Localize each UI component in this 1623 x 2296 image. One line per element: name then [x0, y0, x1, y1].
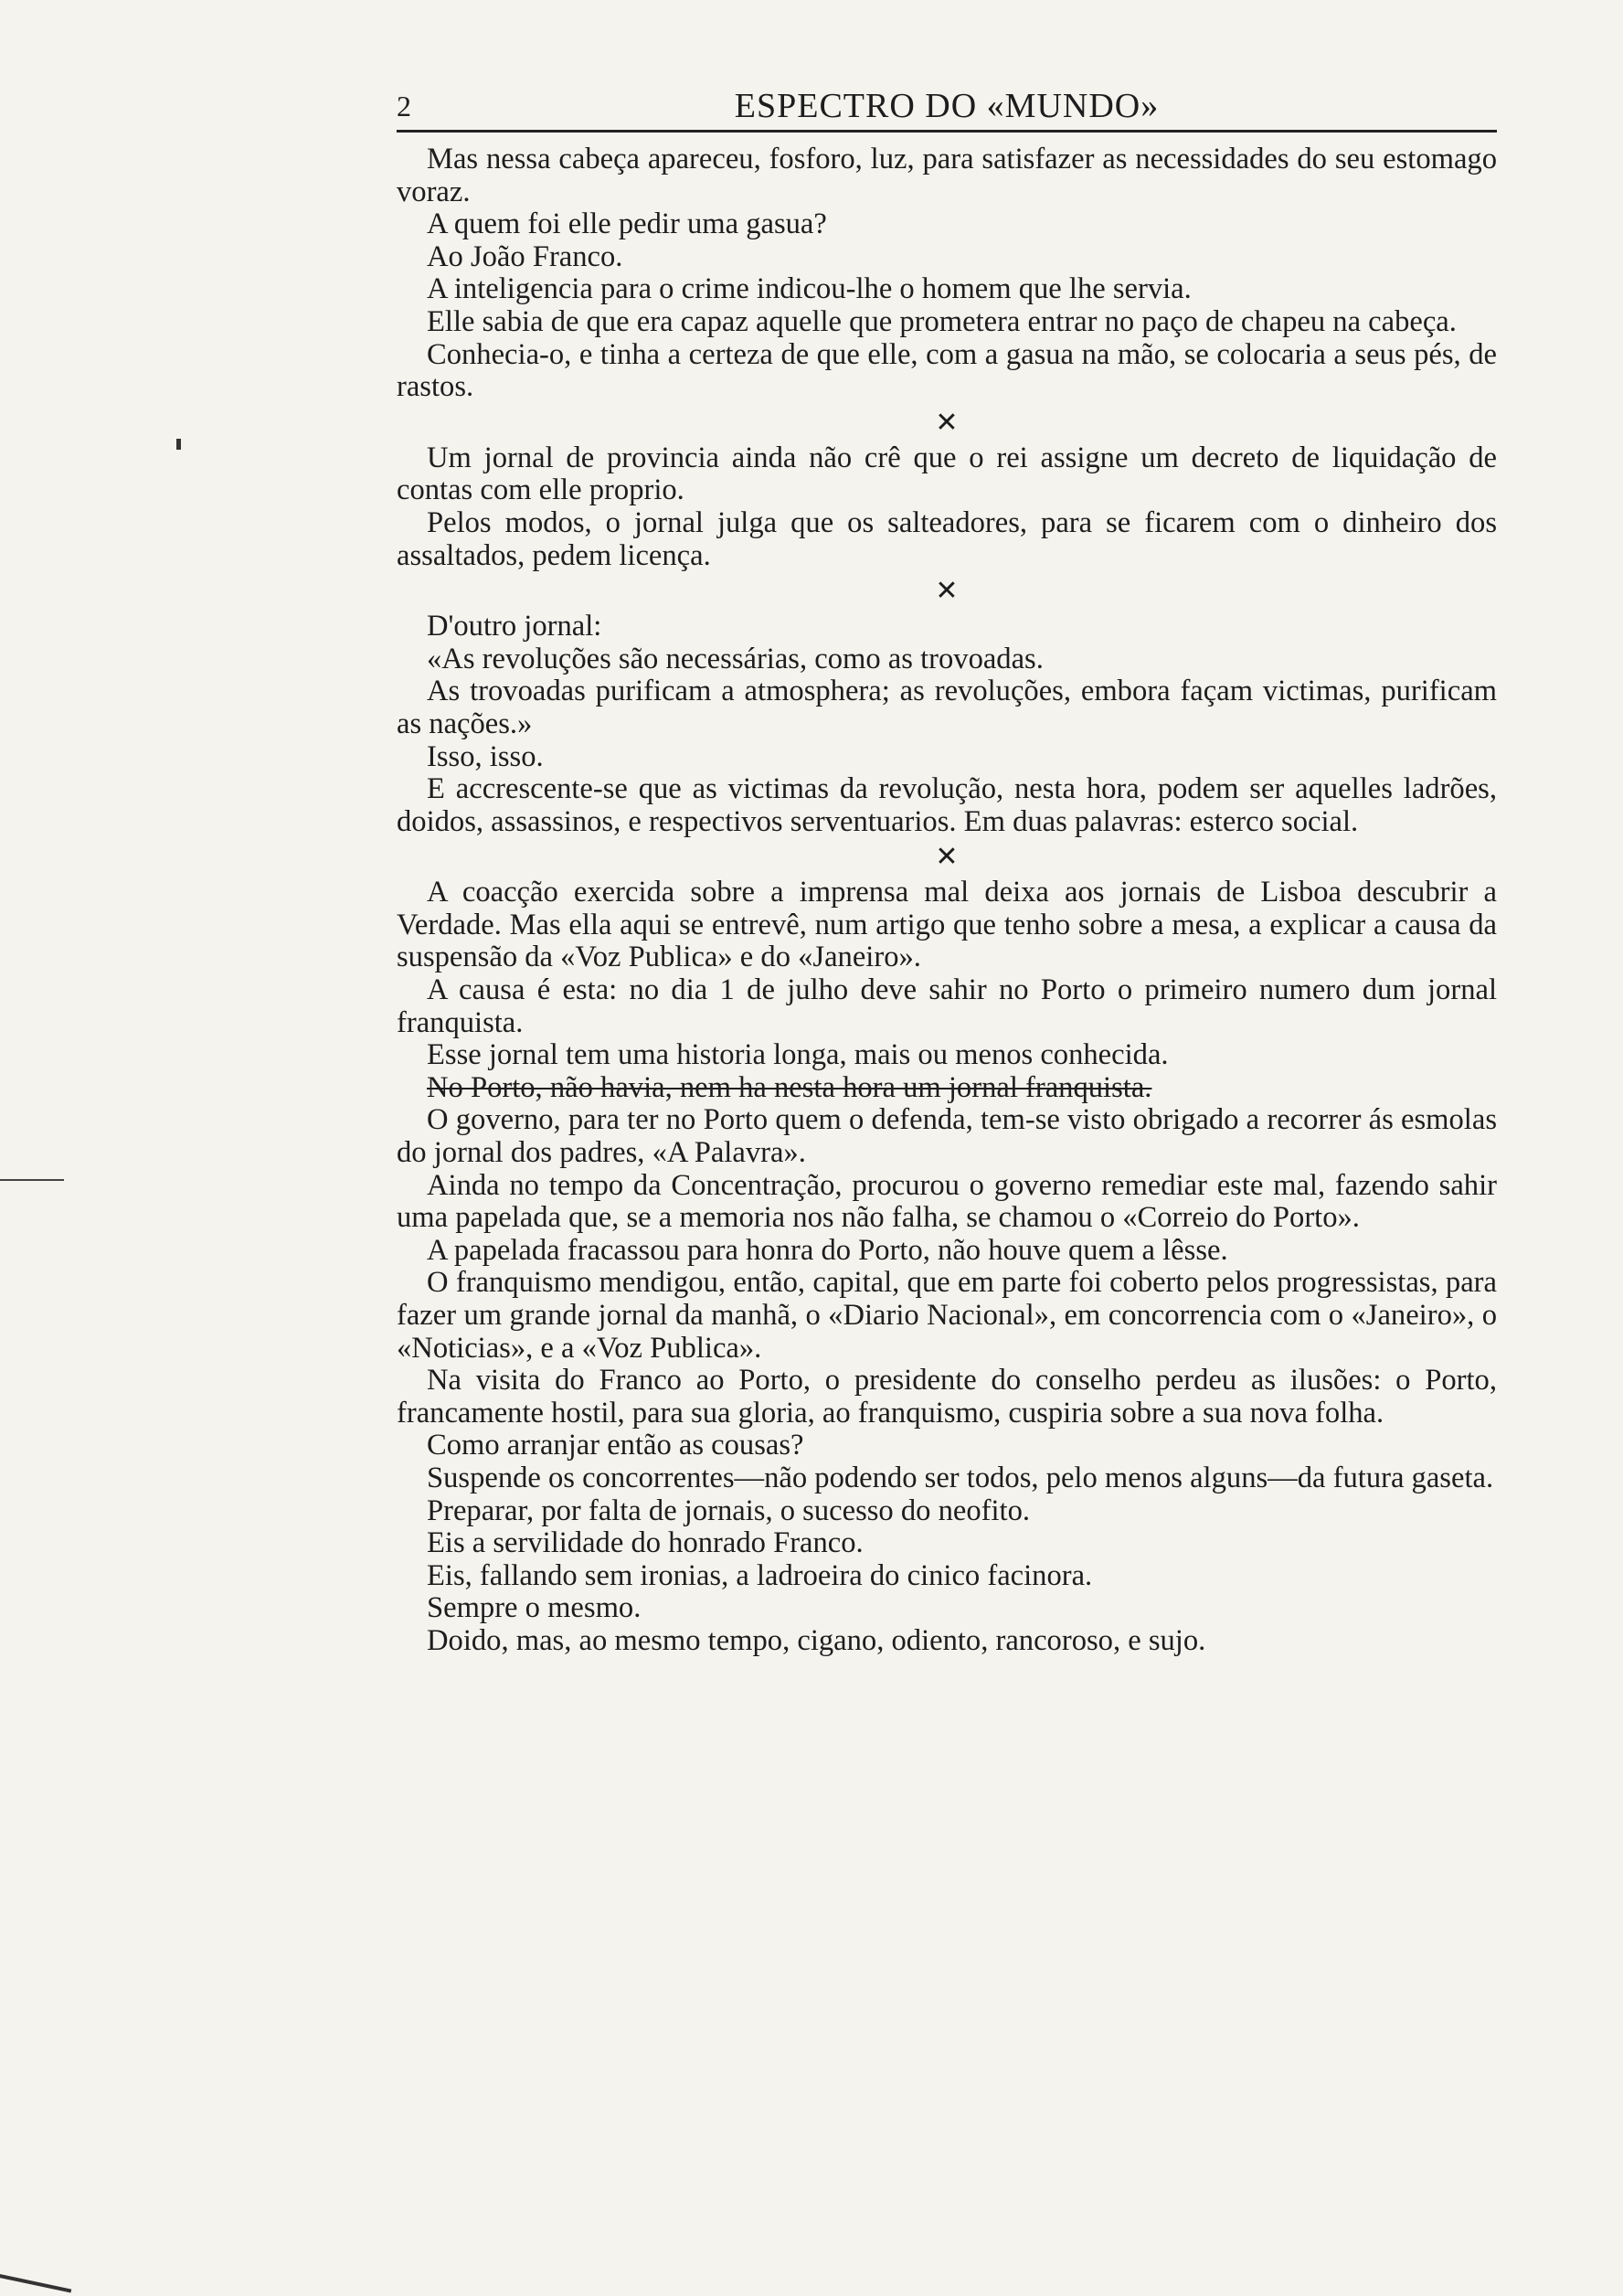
page-number: 2: [397, 90, 411, 122]
paragraph: Conhecia-o, e tinha a certeza de que elle, com a gasua na mão, se colocaria a seus pés, de rastos.: [397, 337, 1497, 404]
paragraph: Elle sabia de que era capaz aquelle que prometera entrar no paço de chapeu na cabeça.: [427, 304, 1457, 338]
paragraph: Mas nessa cabeça apareceu, fosforo, luz, para satisfazer as necessidades do seu estomago voraz.: [397, 143, 1497, 208]
paragraph: Um jornal de provincia ainda não crê que o rei assigne um decreto de liquidação de contas com elle proprio.: [397, 441, 1497, 507]
paragraph: As trovoadas purificam a atmosphera; as revoluções, embora façam victimas, purificam as nações.»: [397, 675, 1497, 740]
paragraph: Eis, fallando sem ironias, a ladroeira do cinico facinora.: [427, 1558, 1093, 1592]
article-body: [397, 144, 1497, 1658]
paragraph: «As revoluções são necessárias, como as trovoadas.: [427, 642, 1044, 675]
paragraph: O franquismo mendigou, então, capital, que em parte foi coberto pelos progressistas, para fazer um grande jornal da manhã, o «Diario Nacional», em concorrencia com o «Janeiro», o «Noticias», e a «Voz Publica».: [397, 1266, 1497, 1365]
page-header: [397, 84, 1497, 133]
paragraph: A quem foi elle pedir uma gasua?: [427, 207, 827, 241]
scan-edge-mark: [176, 439, 181, 450]
paragraph: Isso, isso.: [427, 739, 544, 773]
scan-edge-mark: [0, 1179, 64, 1181]
paragraph: D'outro jornal:: [427, 610, 602, 643]
paragraph: Ainda no tempo da Concentração, procurou o governo remediar este mal, fazendo sahir uma papelada que, se a memoria nos não falha, se chamou o «Correio do Porto».: [397, 1168, 1497, 1235]
section-separator: ✕: [935, 407, 959, 438]
section-separator: ✕: [935, 576, 959, 607]
paragraph: Eis a servilidade do honrado Franco.: [427, 1526, 864, 1560]
paragraph: A coacção exercida sobre a imprensa mal deixa aos jornais de Lisboa descubrir a Verdade. Mas ella aqui se entrevê, num artigo que tenho sobre a mesa, a explicar a causa da suspensão da «Voz Publica» e do «Janeiro».: [397, 876, 1497, 974]
running-title: ESPECTRO DO «MUNDO»: [734, 87, 1160, 125]
struck-paragraph: No Porto, não havia, nem ha nesta hora um jornal franquista.: [427, 1070, 1152, 1104]
paragraph: Ao João Franco.: [427, 239, 623, 273]
paragraph: Na visita do Franco ao Porto, o presidente do conselho perdeu as ilusões: o Porto, francamente hostil, para sua gloria, ao franquismo, cuspiria sobre a sua nova folha.: [397, 1364, 1497, 1430]
paragraph: O governo, para ter no Porto quem o defenda, tem-se visto obrigado a recorrer ás esmolas do jornal dos padres, «A Palavra».: [397, 1103, 1497, 1170]
paragraph: Esse jornal tem uma historia longa, mais ou menos conhecida.: [427, 1038, 1169, 1072]
paragraph: A papelada fracassou para honra do Porto, não houve quem a lêsse.: [427, 1233, 1228, 1267]
paragraph: Suspende os concorrentes—não podendo ser todos, pelo menos alguns—da futura gaseta.: [427, 1461, 1494, 1494]
paragraph: A inteligencia para o crime indicou-lhe o homem que lhe servia.: [427, 272, 1192, 306]
document-page: [397, 84, 1497, 1658]
paragraph: A causa é esta: no dia 1 de julho deve sahir no Porto o primeiro numero dum jornal franquista.: [397, 973, 1497, 1039]
paragraph: Pelos modos, o jornal julga que os salteadores, para se ficarem com o dinheiro dos assaltados, pedem licença.: [397, 505, 1497, 572]
section-separator: ✕: [935, 842, 959, 873]
paragraph: Como arranjar então as cousas?: [427, 1429, 804, 1462]
paragraph: Sempre o mesmo.: [427, 1591, 642, 1625]
paragraph: Preparar, por falta de jornais, o sucesso do neofito.: [427, 1493, 1031, 1527]
scan-corner-mark: [0, 2274, 71, 2293]
paragraph: Doido, mas, ao mesmo tempo, cigano, odiento, rancoroso, e sujo.: [427, 1623, 1206, 1657]
paragraph: E accrescente-se que as victimas da revolução, nesta hora, podem ser aquelles ladrões, doidos, assassinos, e respectivos serventuarios. Em duas palavras: esterco social.: [397, 772, 1497, 838]
